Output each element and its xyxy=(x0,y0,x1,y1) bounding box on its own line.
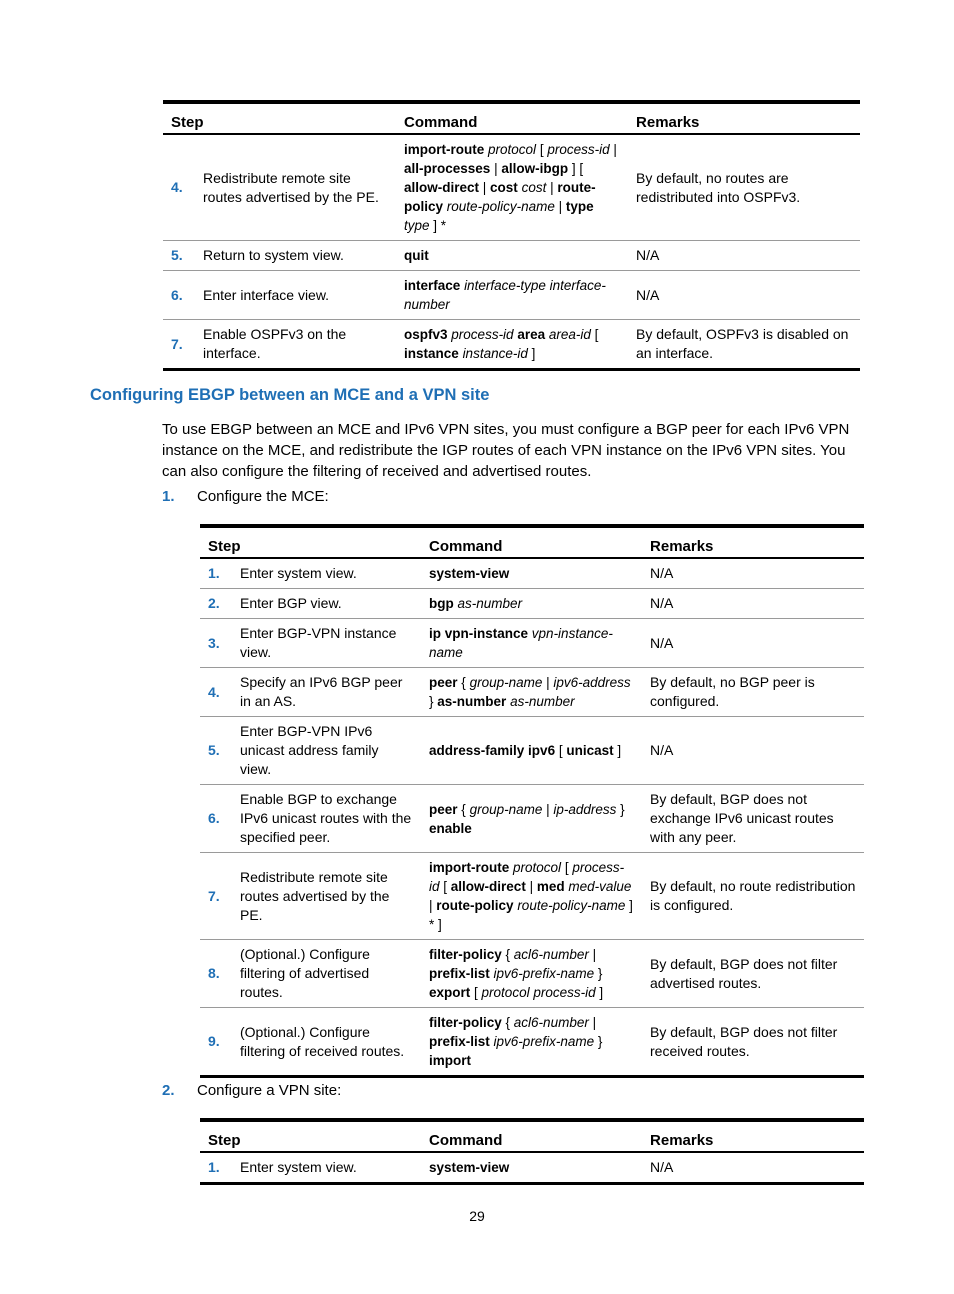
command-argument: acl6-number xyxy=(513,1015,589,1030)
command-syntax: ] [ xyxy=(568,161,584,176)
command-keyword: prefix-list xyxy=(429,1034,490,1049)
step-description: Enable BGP to exchange IPv6 unicast routes with the specified peer. xyxy=(232,785,421,853)
section-paragraph: To use EBGP between an MCE and IPv6 VPN sites, you must configure a BGP peer for each IPv6 VPN instance on the MCE, and redistribute the IGP routes of each VPN instance on the IPv6 VPN sites. You can also configure the filtering of received and advertised routes. xyxy=(162,421,850,480)
command-argument: acl6-number xyxy=(513,947,589,962)
remarks-cell: By default, no routes are redistributed into OSPFv3. xyxy=(628,134,860,241)
step-number: 1. xyxy=(208,1159,220,1175)
mce-steps-table xyxy=(200,524,864,1078)
command-keyword: type xyxy=(565,199,594,214)
table-row xyxy=(200,853,864,940)
remarks-cell: N/A xyxy=(642,589,864,619)
command-keyword: route-policy xyxy=(436,898,514,913)
list-item xyxy=(162,1082,341,1099)
command-keyword: all-processes xyxy=(404,161,491,176)
list-item xyxy=(162,488,329,505)
step-description: (Optional.) Configure filtering of received routes. xyxy=(240,1023,405,1059)
step-description: (Optional.) Configure filtering of advertised routes. xyxy=(232,940,421,1008)
command-argument: protocol process-id xyxy=(481,985,596,1000)
command-cell xyxy=(421,1152,642,1184)
command-syntax: { xyxy=(457,801,470,817)
command-keyword: address-family ipv6 xyxy=(429,743,556,758)
command-keyword: bgp xyxy=(429,596,454,611)
table-row xyxy=(200,668,864,717)
command-syntax: [ xyxy=(439,879,451,894)
command-keyword: cost xyxy=(490,180,518,195)
command-keyword: filter-policy xyxy=(429,947,502,962)
table-row xyxy=(163,271,860,320)
command-keyword: enable xyxy=(429,820,472,836)
command-argument: process-id xyxy=(429,860,625,894)
command-syntax: | xyxy=(588,947,597,962)
command-argument: route-policy-name xyxy=(517,898,626,913)
remarks-cell: By default, OSPFv3 is disabled on an interface. xyxy=(636,326,849,361)
command-cell xyxy=(396,320,628,370)
command-keyword: import-route xyxy=(404,142,485,157)
step-header: Step xyxy=(200,1120,421,1152)
step-description: Enter BGP-VPN instance view. xyxy=(232,619,421,668)
command-syntax: | xyxy=(542,675,554,690)
command-syntax: } xyxy=(429,694,438,709)
command-keyword: route-policy xyxy=(404,180,596,214)
table-row xyxy=(163,241,860,271)
remarks-cell: By default, no BGP peer is configured. xyxy=(642,668,864,717)
command-argument: ipv6-prefix-name xyxy=(493,1034,595,1049)
command-syntax: | xyxy=(525,879,537,894)
command-syntax: | xyxy=(542,801,554,817)
command-syntax: } xyxy=(594,1034,603,1049)
remarks-cell: By default, no route redistribution is configured. xyxy=(642,853,864,940)
table-row xyxy=(200,558,864,589)
step-header: Step xyxy=(200,526,421,558)
list-number: 1. xyxy=(162,488,175,505)
step-number: 7. xyxy=(200,853,232,940)
command-syntax: [ xyxy=(470,985,482,1000)
remarks-cell: By default, BGP does not exchange IPv6 unicast routes with any peer. xyxy=(642,785,864,853)
page-number: 29 xyxy=(469,1208,485,1224)
step-number: 7. xyxy=(171,335,183,352)
command-keyword: allow-direct xyxy=(404,180,480,195)
command-argument: route-policy-name xyxy=(446,199,555,214)
command-syntax: ] xyxy=(613,743,622,758)
step-number: 4. xyxy=(163,134,195,241)
step-description: Enter BGP view. xyxy=(232,589,421,619)
command-argument: group-name xyxy=(469,675,543,690)
section-heading: Configuring EBGP between an MCE and a VPN site xyxy=(90,386,490,404)
command-keyword: prefix-list xyxy=(429,966,490,981)
remarks-cell: N/A xyxy=(642,619,864,668)
command-keyword: system-view xyxy=(429,1160,510,1175)
command-argument: instance-id xyxy=(462,346,528,361)
command-syntax: | xyxy=(546,180,558,195)
command-syntax: [ xyxy=(590,327,599,342)
list-text: Configure a VPN site: xyxy=(197,1082,342,1099)
command-cell xyxy=(421,853,642,940)
table-row xyxy=(200,619,864,668)
command-cell xyxy=(396,271,628,320)
command-syntax: } xyxy=(594,966,603,981)
command-syntax: [ xyxy=(536,142,548,157)
command-keyword: instance xyxy=(404,346,459,361)
command-argument: ipv6-prefix-name xyxy=(493,966,595,981)
command-cell xyxy=(396,134,628,241)
step-number: 6. xyxy=(200,785,232,853)
command-syntax: | xyxy=(490,161,502,176)
table-row xyxy=(200,1008,864,1077)
command-keyword: export xyxy=(429,985,471,1000)
table-row xyxy=(163,320,860,370)
step-description: Enter system view. xyxy=(240,1159,357,1175)
table-header-row xyxy=(200,526,864,558)
remarks-cell: N/A xyxy=(650,1159,674,1175)
command-syntax: ] xyxy=(527,346,536,361)
command-header: Command xyxy=(396,102,628,134)
step-number: 4. xyxy=(200,668,232,717)
step-header: Step xyxy=(163,102,396,134)
step-number: 5. xyxy=(200,717,232,785)
command-cell xyxy=(421,558,642,589)
command-syntax: | xyxy=(554,199,566,214)
command-keyword: med xyxy=(536,879,565,894)
command-keyword: ip vpn-instance xyxy=(429,626,529,641)
step-description: Enter BGP-VPN IPv6 unicast address family view. xyxy=(232,717,421,785)
command-keyword: allow-ibgp xyxy=(501,161,569,176)
table-row xyxy=(200,589,864,619)
command-argument: type xyxy=(404,218,430,233)
command-header: Command xyxy=(421,1120,642,1152)
command-keyword: interface xyxy=(404,278,461,293)
command-keyword: peer xyxy=(429,675,458,690)
command-keyword: peer xyxy=(429,801,458,817)
step-description: Return to system view. xyxy=(195,241,396,271)
command-argument: vpn-instance-name xyxy=(429,626,613,660)
command-argument: area-id xyxy=(548,327,591,342)
command-syntax: [ xyxy=(561,860,573,875)
command-cell xyxy=(421,668,642,717)
command-keyword: area xyxy=(517,327,546,342)
table-row xyxy=(200,1152,864,1184)
command-keyword: unicast xyxy=(566,743,614,758)
step-description: Redistribute remote site routes advertised by the PE. xyxy=(232,853,421,940)
command-syntax: | xyxy=(429,898,437,913)
step-description: Enable OSPFv3 on the interface. xyxy=(203,326,347,361)
table-row xyxy=(163,134,860,241)
command-syntax: ] * xyxy=(429,218,447,233)
table-row xyxy=(200,785,864,853)
step-description: Specify an IPv6 BGP peer in an AS. xyxy=(232,668,421,717)
command-keyword: system-view xyxy=(429,566,510,581)
remarks-header: Remarks xyxy=(642,1120,864,1152)
remarks-cell: By default, BGP does not filter received routes. xyxy=(650,1023,838,1059)
remarks-cell: By default, BGP does not filter advertised routes. xyxy=(642,940,864,1008)
table-header-row xyxy=(200,1120,864,1152)
step-number: 6. xyxy=(163,271,195,320)
step-number: 1. xyxy=(200,558,232,589)
step-description: Redistribute remote site routes advertised by the PE. xyxy=(195,134,396,241)
step-description: Enter interface view. xyxy=(195,271,396,320)
command-argument: protocol xyxy=(488,142,537,157)
command-argument: ipv6-address xyxy=(553,675,631,690)
command-cell xyxy=(421,785,642,853)
command-keyword: allow-direct xyxy=(450,879,526,894)
command-syntax: ] * ] xyxy=(429,898,633,932)
command-argument: med-value xyxy=(568,879,632,894)
command-keyword: ospfv3 xyxy=(404,327,448,342)
command-cell xyxy=(421,619,642,668)
command-argument: group-name xyxy=(469,801,543,817)
step-number: 9. xyxy=(208,1033,220,1049)
remarks-header: Remarks xyxy=(628,102,860,134)
step-number: 8. xyxy=(200,940,232,1008)
command-header: Command xyxy=(421,526,642,558)
step-number: 2. xyxy=(200,589,232,619)
command-keyword: filter-policy xyxy=(429,1015,502,1030)
command-argument: as-number xyxy=(457,596,523,611)
remarks-cell: N/A xyxy=(628,271,860,320)
command-syntax: { xyxy=(501,947,514,962)
command-keyword: as-number xyxy=(437,694,507,709)
command-keyword: import xyxy=(429,1053,472,1068)
command-cell xyxy=(421,589,642,619)
command-syntax: ] xyxy=(595,985,604,1000)
command-argument: process-id xyxy=(451,327,514,342)
command-argument: ip-address xyxy=(553,801,617,817)
command-argument: cost xyxy=(521,180,547,195)
command-argument: as-number xyxy=(510,694,575,709)
remarks-cell: N/A xyxy=(628,241,860,271)
command-argument: protocol xyxy=(513,860,562,875)
step-number: 5. xyxy=(163,241,195,271)
command-syntax: [ xyxy=(555,743,567,758)
remarks-cell: N/A xyxy=(642,717,864,785)
ospfv3-steps-table xyxy=(163,100,860,371)
command-syntax: } xyxy=(616,801,625,817)
command-argument: process-id xyxy=(547,142,610,157)
list-number: 2. xyxy=(162,1082,175,1099)
table-row xyxy=(200,940,864,1008)
command-argument: interface-type interface-number xyxy=(404,278,606,312)
command-cell xyxy=(396,241,628,271)
command-cell xyxy=(421,717,642,785)
list-text: Configure the MCE: xyxy=(197,488,329,505)
command-keyword: quit xyxy=(404,248,429,263)
command-syntax: { xyxy=(501,1015,514,1030)
command-syntax: | xyxy=(588,1015,597,1030)
command-keyword: import-route xyxy=(429,860,510,875)
table-header-row xyxy=(163,102,860,134)
remarks-header: Remarks xyxy=(642,526,864,558)
step-description: Enter system view. xyxy=(232,558,421,589)
command-syntax: | xyxy=(479,180,491,195)
command-syntax: | xyxy=(609,142,617,157)
command-syntax: { xyxy=(457,675,470,690)
table-row xyxy=(200,717,864,785)
vpn-site-steps-table xyxy=(200,1118,864,1185)
command-cell xyxy=(421,1008,642,1077)
remarks-cell: N/A xyxy=(642,558,864,589)
command-cell xyxy=(421,940,642,1008)
step-number: 3. xyxy=(200,619,232,668)
